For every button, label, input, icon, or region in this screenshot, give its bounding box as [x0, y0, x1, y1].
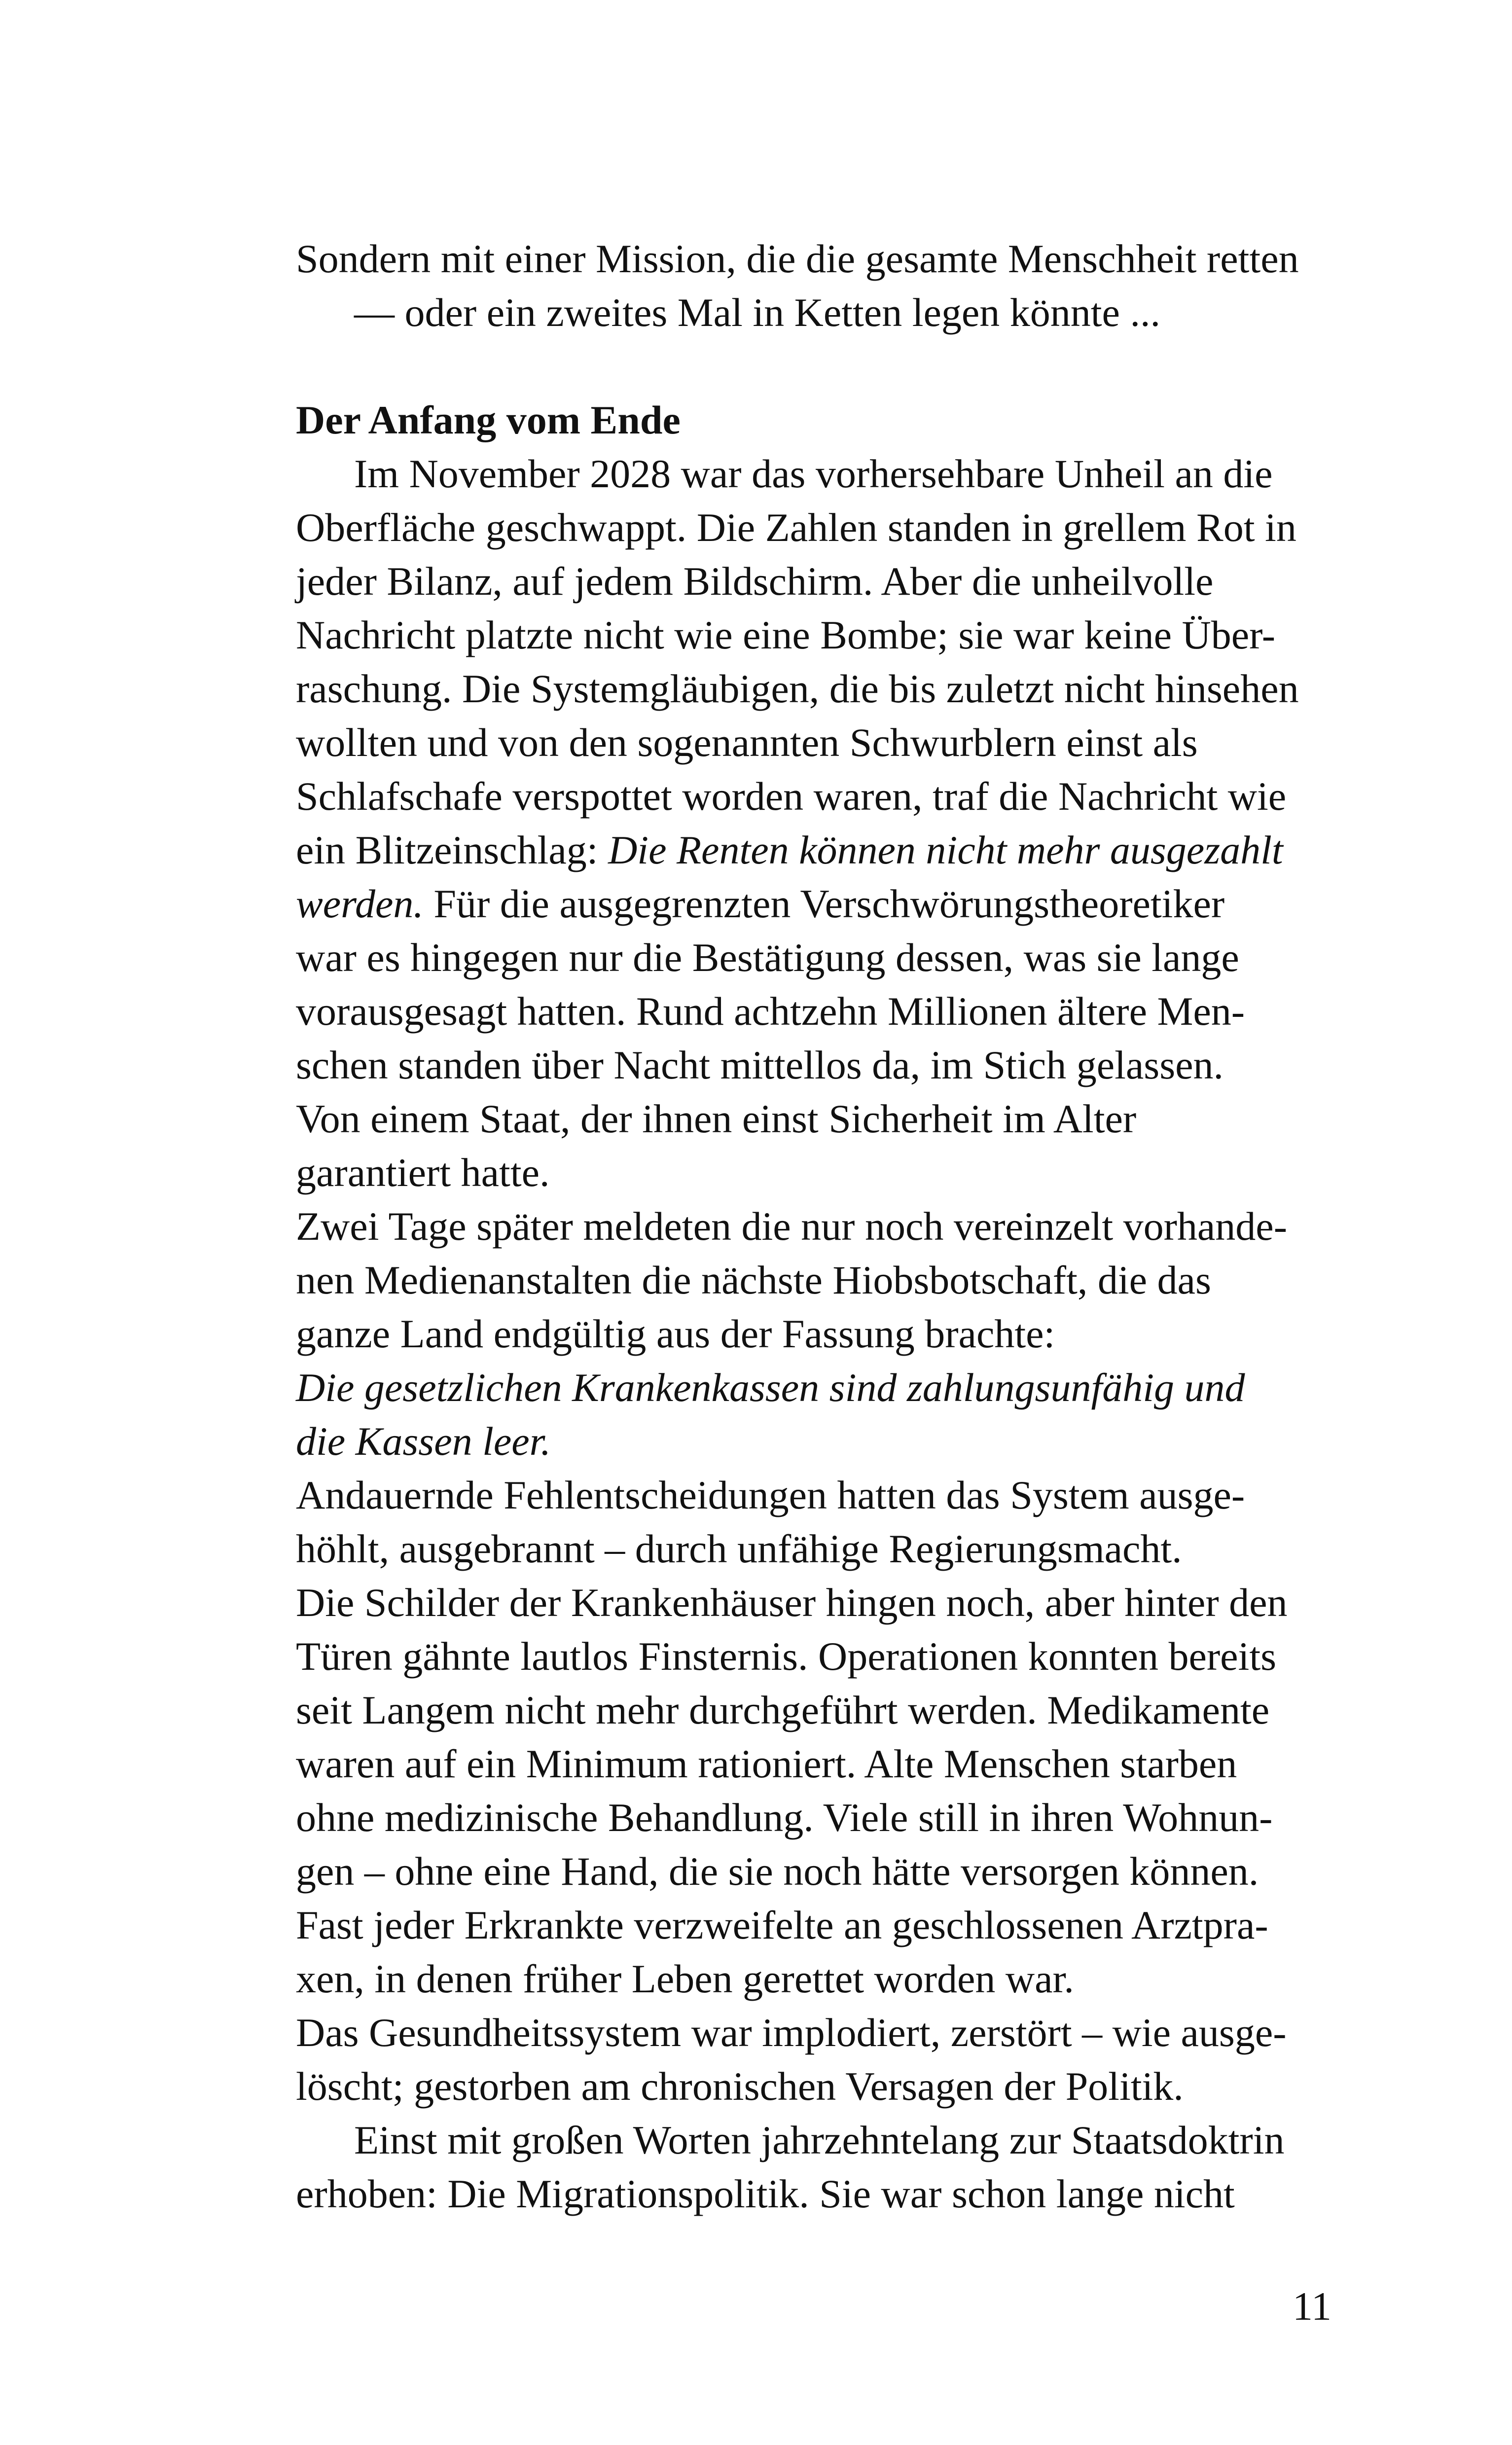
- paragraph-line: garantiert hatte.: [296, 1150, 550, 1195]
- body-text: [296, 232, 1332, 2221]
- line-text: ein Blitzeinschlag:: [296, 827, 609, 872]
- paragraph-line: Türen gähnte lautlos Finsternis. Operationen konnten bereits: [296, 1634, 1277, 1679]
- paragraph-line: war es hingegen nur die Bestätigung dessen, was sie lange: [296, 935, 1239, 980]
- intro-line: — oder ein zweites Mal in Ketten legen könnte ...: [354, 290, 1160, 335]
- italic-quote: Die gesetzlichen Krankenkassen sind zahlungsunfähig und: [296, 1365, 1245, 1410]
- paragraph-line: seit Langem nicht mehr durchgeführt werden. Medikamente: [296, 1688, 1270, 1732]
- paragraph-line: Von einem Staat, der ihnen einst Sicherheit im Alter: [296, 1096, 1137, 1141]
- italic-quote: werden.: [296, 881, 424, 926]
- paragraph-line: vorausgesagt hatten. Rund achtzehn Millionen ältere Men-: [296, 989, 1245, 1034]
- paragraph-line: jeder Bilanz, auf jedem Bildschirm. Aber die unheilvolle: [296, 559, 1214, 604]
- paragraph-line: waren auf ein Minimum rationiert. Alte Menschen starben: [296, 1741, 1237, 1786]
- paragraph-line: Schlafschafe verspottet worden waren, traf die Nachricht wie: [296, 774, 1287, 819]
- paragraph-line: Andauernde Fehlentscheidungen hatten das System ausge-: [296, 1473, 1245, 1517]
- italic-quote: die Kassen leer.: [296, 1419, 551, 1464]
- paragraph-line: erhoben: Die Migrationspolitik. Sie war schon lange nicht: [296, 2171, 1235, 2216]
- paragraph-line: ganze Land endgültig aus der Fassung brachte:: [296, 1311, 1055, 1356]
- paragraph-line: raschung. Die Systemgläubigen, die bis zuletzt nicht hinsehen: [296, 666, 1299, 711]
- paragraph-line: Oberfläche geschwappt. Die Zahlen standen in grellem Rot in: [296, 505, 1296, 550]
- paragraph-line: Die Schilder der Krankenhäuser hingen noch, aber hinter den: [296, 1580, 1288, 1625]
- paragraph-line: wollten und von den sogenannten Schwurblern einst als: [296, 720, 1198, 765]
- paragraph-line: nen Medienanstalten die nächste Hiobsbotschaft, die das: [296, 1258, 1211, 1302]
- paragraph-line: Nachricht platzte nicht wie eine Bombe; sie war keine Über-: [296, 612, 1276, 657]
- paragraph-line: Einst mit großen Worten jahrzehntelang zur Staatsdoktrin: [354, 2118, 1285, 2162]
- italic-quote: Die Renten können nicht mehr ausgezahlt: [608, 827, 1283, 872]
- paragraph-line: löscht; gestorben am chronischen Versagen der Politik.: [296, 2064, 1184, 2109]
- paragraph-line: Das Gesundheitssystem war implodiert, zerstört – wie ausge-: [296, 2010, 1287, 2055]
- paragraph-line: höhlt, ausgebrannt – durch unfähige Regierungsmacht.: [296, 1526, 1182, 1571]
- page-number: 11: [1293, 2284, 1332, 2329]
- paragraph-line: xen, in denen früher Leben gerettet worden war.: [296, 1956, 1074, 2001]
- paragraph-line: Fast jeder Erkrankte verzweifelte an geschlossenen Arztpra-: [296, 1903, 1268, 1947]
- paragraph-line: ohne medizinische Behandlung. Viele still in ihren Wohnun-: [296, 1795, 1273, 1840]
- section-heading: Der Anfang vom Ende: [296, 397, 681, 442]
- paragraph-line: gen – ohne eine Hand, die sie noch hätte versorgen können.: [296, 1849, 1259, 1894]
- paragraph-gap: [296, 339, 1332, 393]
- paragraph-line: Im November 2028 war das vorhersehbare Unheil an die: [354, 451, 1273, 496]
- paragraph-line: Zwei Tage später meldeten die nur noch vereinzelt vorhande-: [296, 1204, 1288, 1249]
- paragraph-line: [296, 877, 1332, 931]
- intro-line: Sondern mit einer Mission, die die gesamte Menschheit retten: [296, 236, 1299, 281]
- paragraph-line: schen standen über Nacht mittellos da, im Stich gelassen.: [296, 1043, 1224, 1087]
- line-text: Für die ausgegrenzten Verschwörungstheoretiker: [423, 881, 1225, 926]
- paragraph-line: [296, 823, 1332, 877]
